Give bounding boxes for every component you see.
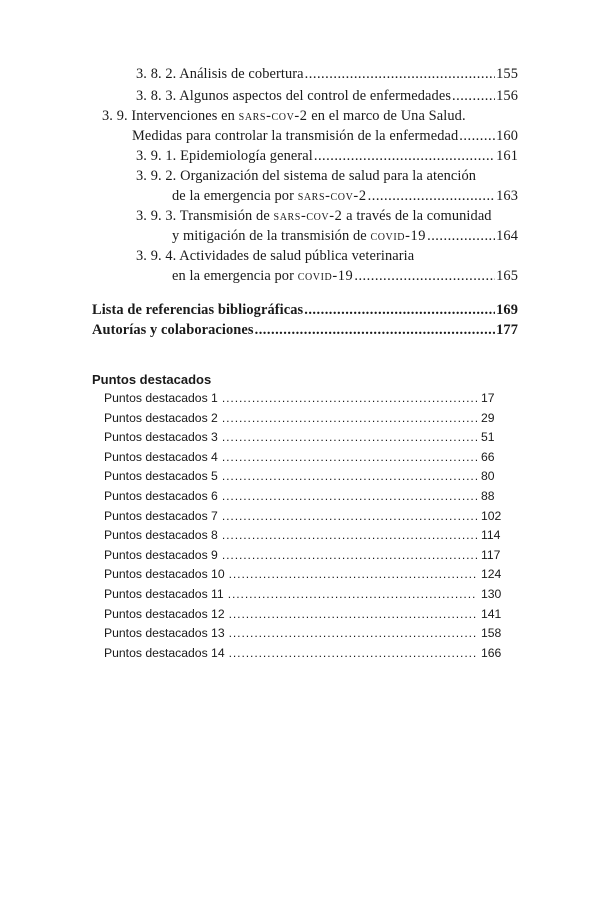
toc-entry-page: 161 [496,148,518,164]
toc-entry-authors[interactable] [92,322,518,339]
toc-entry-label: 3. 8. 2. Análisis de cobertura [136,66,304,82]
dot-leader [222,509,477,523]
highlights-list-item[interactable] [104,430,505,444]
dot-leader [368,188,495,205]
toc-entry-page: 169 [496,302,518,318]
highlights-list-item[interactable] [104,489,505,503]
toc-entry-smallcaps: covid-19 [370,228,427,244]
dot-leader [459,128,495,145]
toc-entry-smallcaps: sars-cov-2 [297,188,367,204]
toc-entry-label-part: a través de la comunidad [342,208,492,224]
dot-leader [229,567,477,581]
toc-entry-label: Lista de referencias bibliográficas [92,302,304,318]
toc-entry-label-part: en el marco de Una Salud. [307,108,466,124]
toc-entry-smallcaps: sars-cov-2 [273,208,343,224]
toc-entry-3-8-3[interactable] [136,88,518,105]
highlights-item-label: Puntos destacados 13 [104,626,225,641]
highlights-item-page: 141 [481,606,502,621]
highlights-list-item[interactable] [104,509,505,523]
dot-leader [222,548,477,562]
highlights-item-label: Puntos destacados 9 [104,547,218,562]
highlights-list-item[interactable] [104,528,505,542]
toc-entry-3-9-4-line2[interactable] [172,268,518,285]
dot-leader [228,587,477,601]
highlights-list-item[interactable] [104,548,505,562]
toc-entry-label: Medidas para controlar la transmisión de la enfermedad [132,128,459,144]
highlights-item-page: 117 [481,547,501,562]
toc-entry-label: 3. 9. 2. Organización del sistema de salud para la atención [136,168,477,184]
toc-entry-page: 177 [496,322,518,338]
toc-entry-label-part: 3. 9. 3. Transmisión de [136,208,274,224]
toc-entry-page: 155 [496,66,518,82]
toc-entry-3-9-2-line1[interactable] [136,168,476,185]
dot-leader [222,489,477,503]
highlights-item-page: 102 [481,508,502,523]
highlights-item-label: Puntos destacados 11 [104,587,224,601]
highlights-list-item[interactable] [104,391,505,405]
dot-leader [229,626,477,640]
toc-entry-3-8-2[interactable] [136,66,518,83]
highlights-item-label: Puntos destacados 6 [104,489,218,503]
toc-entry-smallcaps: sars-cov-2 [238,108,308,124]
highlights-list-item[interactable] [104,626,505,640]
highlights-list-item[interactable] [104,411,505,425]
dot-leader [222,411,477,425]
highlights-list-item[interactable] [104,567,505,581]
highlights-item-label: Puntos destacados 12 [104,606,225,621]
dot-leader [229,607,477,621]
dot-leader [255,322,496,339]
highlights-item-label: Puntos destacados 14 [104,645,225,660]
highlights-item-label: Puntos destacados 5 [104,469,218,484]
highlights-item-page: 17 [481,391,495,405]
highlights-item-page: 130 [481,587,502,601]
highlights-item-page: 124 [481,567,502,582]
toc-entry-label: 3. 8. 3. Algunos aspectos del control de enfermedades [136,88,452,104]
toc-entry-3-9-3-line2[interactable] [172,228,518,245]
toc-entry-page: 164 [496,228,518,244]
highlights-list-item[interactable] [104,646,505,660]
toc-entry-page: 156 [496,88,518,104]
dot-leader [427,228,495,245]
dot-leader [305,66,495,83]
highlights-item-label: Puntos destacados 3 [104,430,218,445]
dot-leader [222,528,477,542]
toc-entry-label-part: en la emergencia por [172,268,298,284]
highlights-item-page: 29 [481,410,495,425]
highlights-item-label: Puntos destacados 4 [104,449,218,464]
dot-leader [222,469,477,483]
toc-entry-label: 3. 9. 4. Actividades de salud pública veterinaria [136,248,415,264]
dot-leader [304,302,495,319]
toc-entry-3-9-3-line1[interactable] [136,208,492,225]
toc-entry-references[interactable] [92,302,518,319]
dot-leader [229,646,477,660]
toc-entry-label-part: y mitigación de la transmisión de [172,228,371,244]
highlights-item-page: 166 [481,645,502,660]
highlights-heading: Puntos destacados [92,372,212,387]
toc-entry-page: 163 [496,188,518,204]
highlights-list-item[interactable] [104,587,505,601]
highlights-list-item[interactable] [104,469,505,483]
highlights-item-label: Puntos destacados 1 [104,391,218,405]
highlights-item-label: Puntos destacados 8 [104,528,218,543]
dot-leader [452,88,495,105]
toc-entry-3-9-2-line2[interactable] [172,188,518,205]
toc-entry-page: 160 [496,128,518,144]
dot-leader [222,430,477,444]
toc-entry-smallcaps: covid-19 [297,268,354,284]
highlights-item-page: 114 [481,528,501,543]
highlights-item-page: 51 [481,430,495,445]
highlights-item-page: 158 [481,626,502,641]
dot-leader [314,148,495,165]
highlights-item-page: 80 [481,469,495,484]
toc-entry-3-9-line1[interactable] [102,108,466,125]
toc-entry-3-9-4-line1[interactable] [136,248,414,265]
toc-entry-3-9-1[interactable] [136,148,518,165]
highlights-item-page: 88 [481,489,495,503]
toc-entry-label: Autorías y colaboraciones [92,322,254,338]
dot-leader [354,268,495,285]
toc-entry-label: 3. 9. 1. Epidemiología general [136,148,313,164]
highlights-item-label: Puntos destacados 2 [104,410,218,425]
highlights-list-item[interactable] [104,607,505,621]
toc-entry-label-part: 3. 9. Intervenciones en [102,108,239,124]
highlights-list-item[interactable] [104,450,505,464]
dot-leader [222,450,477,464]
toc-entry-3-9-line2[interactable] [132,128,518,145]
highlights-item-label: Puntos destacados 7 [104,508,218,523]
toc-entry-page: 165 [496,268,518,284]
highlights-item-label: Puntos destacados 10 [104,567,225,582]
toc-entry-label-part: de la emergencia por [172,188,298,204]
dot-leader [222,391,477,405]
highlights-item-page: 66 [481,449,495,464]
